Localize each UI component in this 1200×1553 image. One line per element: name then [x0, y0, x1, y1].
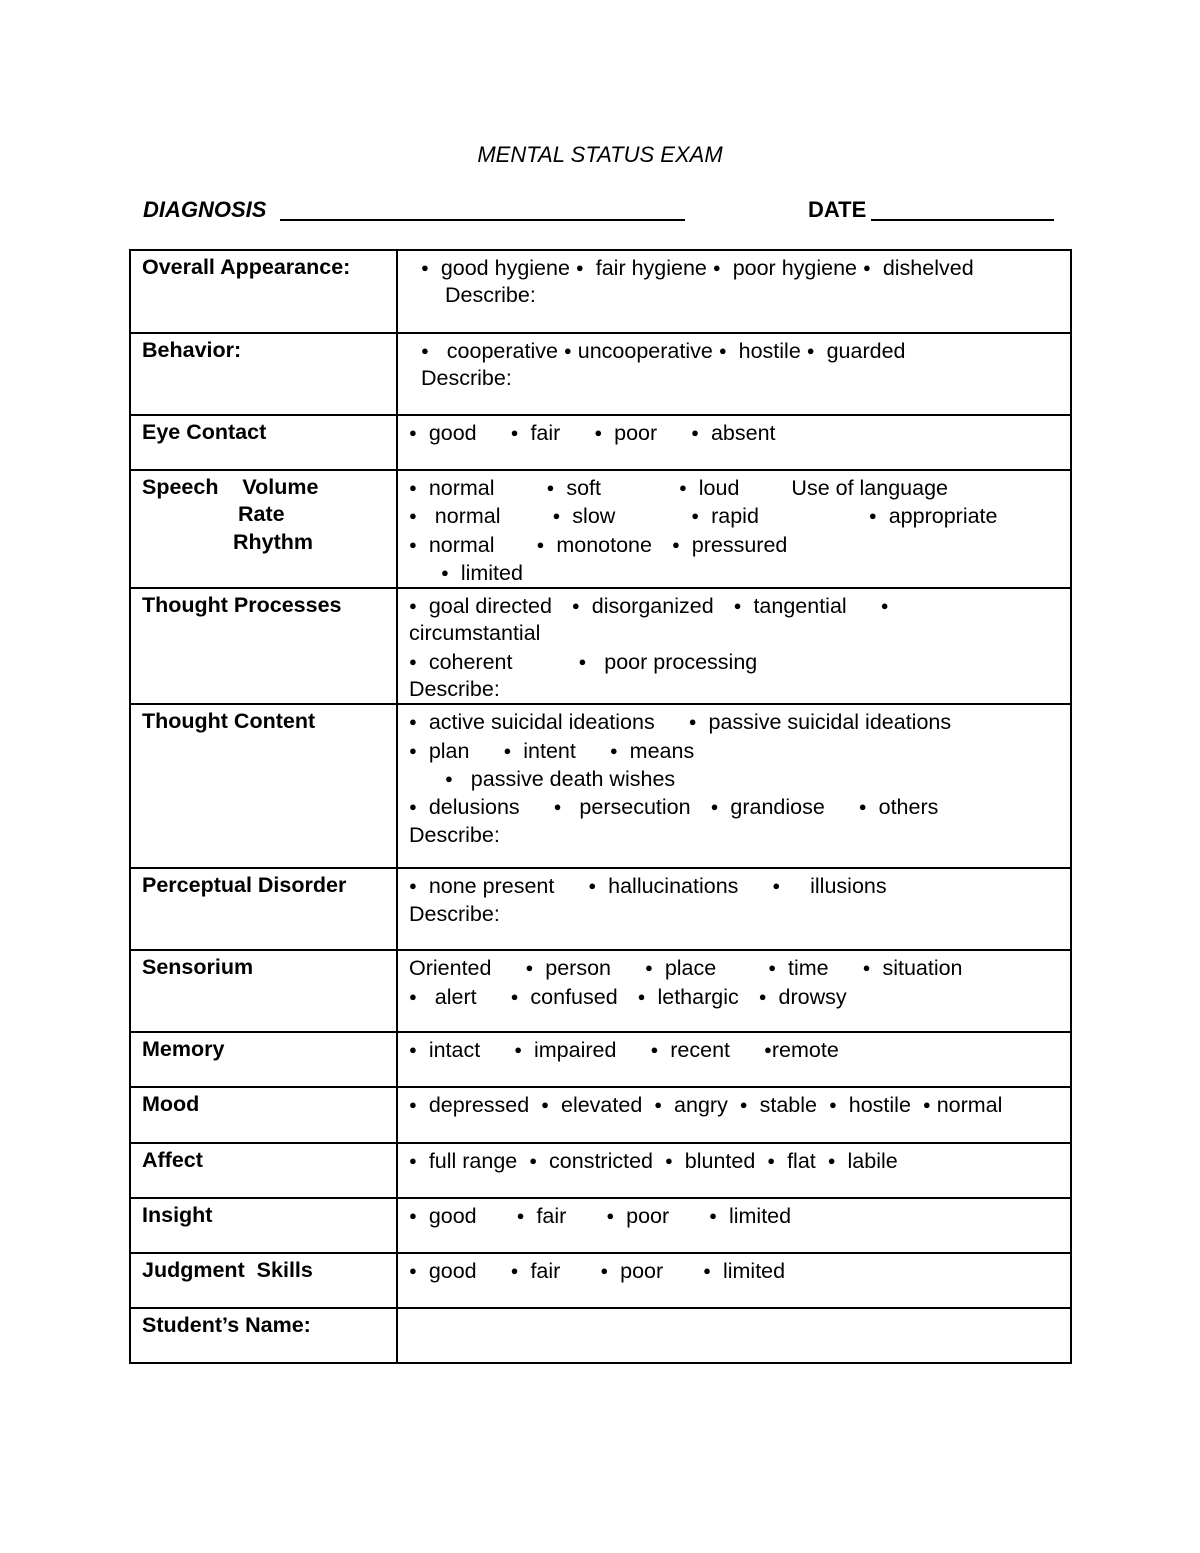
option: active suicidal ideations	[428, 710, 655, 735]
option: normal	[428, 476, 495, 500]
bullet-icon[interactable]: ●	[578, 653, 587, 669]
row-thought-content	[130, 704, 1071, 868]
bullet-icon[interactable]: ●	[712, 260, 721, 275]
row-mood	[130, 1087, 1071, 1143]
option: impaired	[534, 1038, 617, 1063]
bullet-icon[interactable]: ●	[529, 1153, 538, 1169]
option: poor hygiene	[732, 256, 858, 280]
describe-label: Describe:	[409, 822, 500, 847]
option: disorganized	[591, 594, 714, 619]
bullet-icon[interactable]: ●	[571, 598, 580, 614]
bullet-icon[interactable]: ●	[772, 878, 781, 894]
option: intent	[523, 738, 576, 763]
bullet-icon[interactable]: ●	[688, 714, 697, 730]
options-cell	[397, 470, 1071, 588]
date-label: DATE	[808, 197, 867, 222]
option: recent	[670, 1038, 731, 1063]
row-label: Overall Appearance:	[130, 250, 397, 333]
bullet-icon[interactable]: ●	[409, 598, 417, 614]
options-cell	[397, 1198, 1071, 1253]
option: situation	[882, 956, 963, 981]
row-label: Behavior:	[130, 333, 397, 415]
describe-label: Describe:	[421, 366, 512, 391]
options-cell	[397, 1087, 1071, 1143]
option: fair	[536, 1204, 567, 1229]
bullet-icon[interactable]: ●	[588, 878, 597, 894]
bullet-icon[interactable]: ●	[510, 425, 519, 440]
bullet-icon[interactable]: ●	[710, 799, 719, 815]
mental-status-table	[129, 249, 1072, 1364]
bullet-icon[interactable]: ●	[409, 536, 417, 552]
bullet-icon[interactable]: ●	[563, 343, 572, 358]
bullet-icon[interactable]: ●	[767, 1153, 776, 1169]
options-cell	[397, 333, 1071, 415]
bullet-icon[interactable]: ●	[575, 260, 584, 275]
describe-label: Describe:	[445, 283, 536, 308]
option: normal	[428, 532, 495, 557]
option: slow	[572, 504, 616, 529]
options-cell	[397, 1253, 1071, 1308]
bullet-icon[interactable]: ●	[541, 1097, 550, 1113]
bullet-icon[interactable]: ●	[645, 960, 653, 976]
option: rapid	[711, 504, 759, 529]
options-cell	[397, 415, 1071, 470]
option: depressed	[428, 1093, 530, 1118]
bullet-icon[interactable]: ●	[409, 1042, 417, 1058]
bullet-icon[interactable]: ●	[510, 1263, 519, 1279]
oriented-label: Oriented	[409, 956, 492, 981]
bullet-icon[interactable]: ●	[691, 425, 700, 440]
option: normal	[434, 504, 501, 529]
bullet-icon[interactable]: ●	[546, 480, 555, 495]
option: flat	[787, 1149, 816, 1174]
option: delusions	[428, 795, 520, 820]
option: hallucinations	[608, 874, 739, 899]
option: stable	[759, 1093, 817, 1118]
bullet-icon[interactable]: ●	[827, 1153, 836, 1169]
option: angry	[674, 1093, 728, 1118]
options-cell	[397, 250, 1071, 333]
row-label	[130, 470, 397, 588]
bullet-icon[interactable]: ●	[552, 508, 561, 524]
bullet-icon[interactable]: ●	[536, 536, 545, 552]
student-name-field[interactable]	[397, 1308, 1071, 1363]
option: loud	[698, 476, 740, 500]
option: time	[788, 956, 829, 981]
option: others	[878, 795, 939, 820]
option: poor	[626, 1204, 670, 1229]
option: poor processing	[604, 649, 758, 674]
bullet-icon[interactable]: ●	[503, 742, 512, 758]
option: good	[428, 1259, 477, 1284]
bullet-icon[interactable]: ●	[609, 742, 618, 758]
bullet-icon[interactable]: ●	[514, 1042, 523, 1058]
row-label: Affect	[130, 1143, 397, 1198]
option: limited	[460, 560, 523, 585]
bullet-icon[interactable]: ●	[691, 508, 700, 524]
row-label: Judgment Skills	[130, 1253, 397, 1308]
bullet-icon[interactable]: ●	[703, 1263, 712, 1279]
bullet-icon[interactable]: ●	[758, 988, 767, 1004]
bullet-icon[interactable]: ●	[409, 653, 417, 669]
bullet-icon[interactable]: ●	[664, 1153, 673, 1169]
option: drowsy	[778, 984, 847, 1009]
option: monotone	[556, 532, 652, 557]
option: hostile	[848, 1093, 911, 1118]
option: soft	[566, 476, 601, 500]
bullet-icon[interactable]: ●	[718, 343, 727, 358]
row-student-name	[130, 1308, 1071, 1363]
bullet-icon[interactable]: ●	[409, 878, 417, 894]
option: confused	[530, 984, 618, 1009]
bullet-icon[interactable]: ●	[409, 480, 417, 495]
bullet-icon[interactable]: ●	[868, 508, 877, 524]
option: intact	[428, 1038, 481, 1063]
option: appropriate	[888, 504, 998, 529]
option: cooperative	[446, 339, 558, 363]
bullet-icon[interactable]: ●	[441, 564, 449, 580]
row-affect	[130, 1143, 1071, 1198]
option: passive death wishes	[470, 766, 676, 791]
bullet-icon[interactable]: ●	[409, 1153, 417, 1169]
bullet-icon[interactable]: ●	[409, 1208, 417, 1224]
bullet-icon[interactable]: ●	[409, 988, 417, 1004]
option: full range	[428, 1149, 518, 1174]
option: elevated	[560, 1093, 643, 1118]
bullet-icon[interactable]: ●	[409, 714, 417, 730]
bullet-icon[interactable]: ●	[409, 742, 417, 758]
option: good	[428, 1204, 477, 1229]
option: fair hygiene	[595, 256, 707, 280]
row-perceptual-disorder	[130, 868, 1071, 950]
option: hostile	[738, 339, 801, 363]
option: person	[545, 956, 612, 981]
row-overall-appearance	[130, 250, 1071, 333]
option: lethargic	[657, 984, 739, 1009]
row-label: Thought Content	[130, 704, 397, 868]
bullet-icon[interactable]: ●	[594, 425, 603, 440]
row-judgment-skills	[130, 1253, 1071, 1308]
bullet-icon[interactable]: ●	[828, 1097, 837, 1113]
bullet-icon[interactable]: ●	[678, 480, 687, 495]
option: goal directed	[428, 594, 552, 619]
diagnosis-label: DIAGNOSIS	[143, 197, 267, 222]
row-eye-contact	[130, 415, 1071, 470]
rhythm-label: Rhythm	[233, 529, 314, 554]
bullet-icon[interactable]: ●	[650, 1042, 659, 1058]
row-label: Student’s Name:	[130, 1308, 397, 1363]
row-label: Eye Contact	[130, 415, 397, 470]
speech-label: Speech	[142, 475, 219, 499]
option: constricted	[549, 1149, 653, 1174]
option: good hygiene	[440, 256, 570, 280]
date-field[interactable]	[871, 219, 1054, 221]
volume-label: Volume	[242, 475, 319, 499]
option: remote	[771, 1038, 839, 1063]
bullet-icon[interactable]: ●	[516, 1208, 525, 1224]
option: passive suicidal ideations	[708, 710, 952, 735]
row-sensorium	[130, 950, 1071, 1032]
option: fair	[530, 421, 561, 445]
option: absent	[710, 421, 776, 445]
option: tangential	[753, 594, 847, 619]
diagnosis-field[interactable]	[280, 219, 685, 221]
options-cell	[397, 1143, 1071, 1198]
bullet-icon[interactable]: ●	[806, 343, 815, 358]
row-thought-processes	[130, 588, 1071, 704]
options-cell	[397, 1032, 1071, 1087]
row-behavior	[130, 333, 1071, 415]
page-title: MENTAL STATUS EXAM	[477, 142, 723, 167]
option: dishelved	[882, 256, 974, 280]
bullet-icon[interactable]: ●	[421, 343, 429, 358]
row-label: Thought Processes	[130, 588, 397, 704]
option: plan	[428, 738, 470, 763]
row-label: Mood	[130, 1087, 397, 1143]
bullet-icon[interactable]: ●	[409, 425, 417, 440]
row-speech	[130, 470, 1071, 588]
option: persecution	[579, 795, 691, 820]
bullet-icon[interactable]: ●	[606, 1208, 615, 1224]
row-label: Sensorium	[130, 950, 397, 1032]
row-label: Insight	[130, 1198, 397, 1253]
option: pressured	[691, 532, 788, 557]
option: grandiose	[730, 795, 825, 820]
row-insight	[130, 1198, 1071, 1253]
bullet-icon[interactable]: ●	[733, 598, 742, 614]
bullet-icon[interactable]: ●	[409, 1097, 417, 1113]
bullet-icon[interactable]: ●	[709, 1208, 718, 1224]
option: alert	[434, 984, 477, 1009]
option: means	[629, 738, 695, 763]
bullet-icon[interactable]: ●	[600, 1263, 609, 1279]
bullet-icon[interactable]: ●	[421, 260, 429, 275]
bullet-icon[interactable]: ●	[525, 960, 534, 976]
option: guarded	[826, 339, 906, 363]
option: coherent	[428, 649, 513, 674]
bullet-icon[interactable]: ●	[862, 960, 871, 976]
option: uncooperative	[577, 339, 713, 363]
option: illusions	[810, 874, 887, 899]
option: poor	[614, 421, 658, 445]
bullet-icon[interactable]: ●	[768, 960, 777, 976]
option: good	[428, 421, 477, 445]
bullet-icon[interactable]: ●	[880, 598, 889, 614]
options-cell	[397, 868, 1071, 950]
bullet-icon[interactable]: ●	[409, 508, 417, 524]
rate-label: Rate	[238, 502, 285, 527]
row-label: Perceptual Disorder	[130, 868, 397, 950]
bullet-icon[interactable]: ●	[637, 988, 646, 1004]
bullet-icon[interactable]: ●	[922, 1097, 931, 1113]
describe-label: Describe:	[409, 677, 500, 702]
option: normal	[936, 1093, 1003, 1118]
bullet-icon[interactable]: ●	[858, 799, 867, 815]
bullet-icon[interactable]: ●	[764, 1042, 772, 1058]
bullet-icon[interactable]: ●	[671, 536, 680, 552]
bullet-icon[interactable]: ●	[409, 799, 417, 815]
option: limited	[722, 1259, 786, 1284]
bullet-icon[interactable]: ●	[739, 1097, 748, 1113]
option: blunted	[684, 1149, 756, 1174]
bullet-icon[interactable]: ●	[553, 799, 562, 815]
bullet-icon[interactable]: ●	[863, 260, 871, 275]
bullet-icon[interactable]: ●	[445, 770, 453, 786]
describe-label: Describe:	[409, 901, 500, 926]
bullet-icon[interactable]: ●	[654, 1097, 663, 1113]
row-label: Memory	[130, 1032, 397, 1087]
options-cell	[397, 588, 1071, 704]
bullet-icon[interactable]: ●	[409, 1263, 417, 1279]
option: fair	[530, 1259, 561, 1284]
use-of-language-label: Use of language	[791, 476, 949, 500]
option: place	[664, 956, 717, 981]
options-cell	[397, 950, 1071, 1032]
bullet-icon[interactable]: ●	[510, 988, 519, 1004]
option: poor	[620, 1259, 664, 1284]
options-cell	[397, 704, 1071, 868]
option: labile	[847, 1149, 898, 1174]
row-memory	[130, 1032, 1071, 1087]
option: circumstantial	[409, 621, 541, 646]
option: limited	[728, 1204, 792, 1229]
option: none present	[428, 874, 555, 899]
